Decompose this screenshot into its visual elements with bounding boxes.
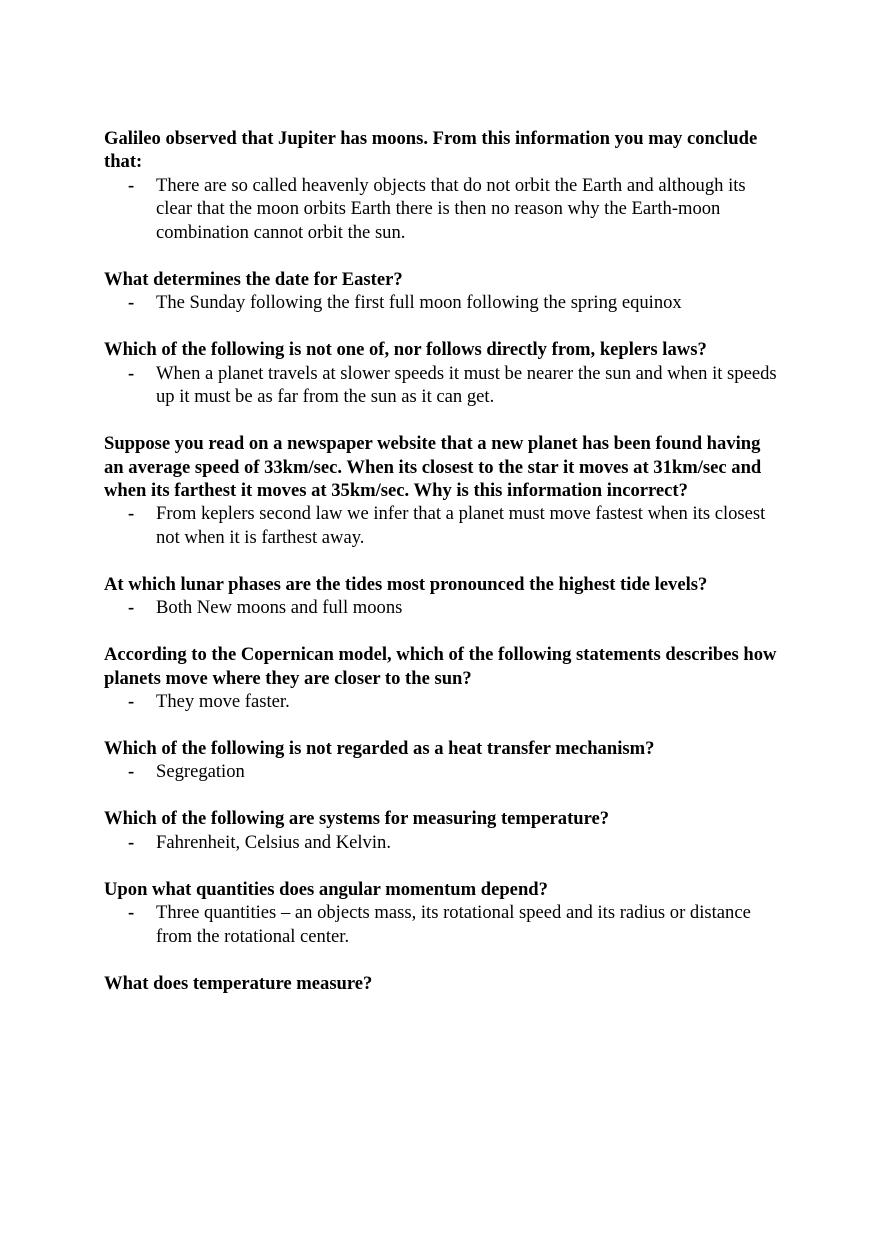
answer-list [104, 596, 784, 620]
dash-bullet: - [128, 174, 135, 196]
qa-item [104, 573, 784, 620]
dash-bullet: - [128, 292, 135, 314]
answer-item [104, 901, 784, 948]
answer-list [104, 901, 784, 948]
document-page [104, 127, 784, 1018]
question-text: Upon what quantities does angular momentum depend? [104, 878, 548, 900]
answer-text: There are so called heavenly objects that do not orbit the Earth and although its clear that the moon orbits Earth there is then no reason why the Earth-moon combination cannot orbit the sun. [156, 174, 746, 243]
answer-item [104, 291, 784, 315]
question-text: What does temperature measure? [104, 972, 373, 994]
answer-text: Both New moons and full moons [156, 597, 403, 619]
qa-item [104, 737, 784, 784]
answer-item [104, 596, 784, 620]
dash-bullet: - [128, 901, 135, 923]
question-text: What determines the date for Easter? [104, 268, 403, 290]
qa-item [104, 432, 784, 549]
answer-text: When a planet travels at slower speeds it must be nearer the sun and when it speeds up it must be as far from the sun as it can get. [156, 362, 777, 408]
answer-item [104, 174, 784, 245]
dash-bullet: - [128, 690, 135, 712]
answer-text: They move faster. [156, 690, 290, 712]
dash-bullet: - [128, 597, 135, 619]
answer-text: From keplers second law we infer that a planet must move fastest when its closest not when it is farthest away. [156, 503, 766, 548]
qa-item [104, 878, 784, 948]
answer-list [104, 502, 784, 549]
answer-text: The Sunday following the first full moon following the spring equinox [156, 292, 682, 314]
answer-item [104, 690, 784, 714]
answer-list [104, 174, 784, 245]
question-text: Galileo observed that Jupiter has moons. From this information you may conclude that: [104, 128, 758, 173]
answer-item [104, 760, 784, 784]
answer-text: Fahrenheit, Celsius and Kelvin. [156, 831, 391, 853]
answer-list [104, 831, 784, 855]
question-text: Which of the following is not one of, nor follows directly from, keplers laws? [104, 339, 707, 361]
qa-item [104, 807, 784, 854]
dash-bullet: - [128, 362, 135, 384]
qa-item [104, 268, 784, 315]
answer-list [104, 362, 784, 409]
answer-list [104, 760, 784, 784]
dash-bullet: - [128, 831, 135, 853]
question-text: Which of the following are systems for measuring temperature? [104, 808, 610, 830]
question-text: At which lunar phases are the tides most pronounced the highest tide levels? [104, 573, 708, 595]
question-text: Which of the following is not regarded as a heat transfer mechanism? [104, 737, 655, 759]
qa-item [104, 643, 784, 713]
question-text: According to the Copernican model, which of the following statements describes how planets move where they are closer to the sun? [104, 644, 777, 689]
answer-item [104, 502, 784, 549]
answer-text: Three quantities – an objects mass, its rotational speed and its radius or distance from the rotational center. [156, 901, 751, 947]
answer-list [104, 291, 784, 315]
answer-item [104, 362, 784, 409]
answer-text: Segregation [156, 761, 245, 783]
question-text: Suppose you read on a newspaper website that a new planet has been found having an average speed of 33km/sec. When its closest to the star it moves at 31km/sec and when its farthest it moves at 35km/sec. Why is this information incorrect? [104, 433, 762, 501]
answer-item [104, 831, 784, 855]
dash-bullet: - [128, 503, 135, 525]
answer-list [104, 690, 784, 714]
qa-item [104, 127, 784, 244]
qa-item [104, 972, 784, 995]
qa-item [104, 338, 784, 408]
dash-bullet: - [128, 761, 135, 783]
